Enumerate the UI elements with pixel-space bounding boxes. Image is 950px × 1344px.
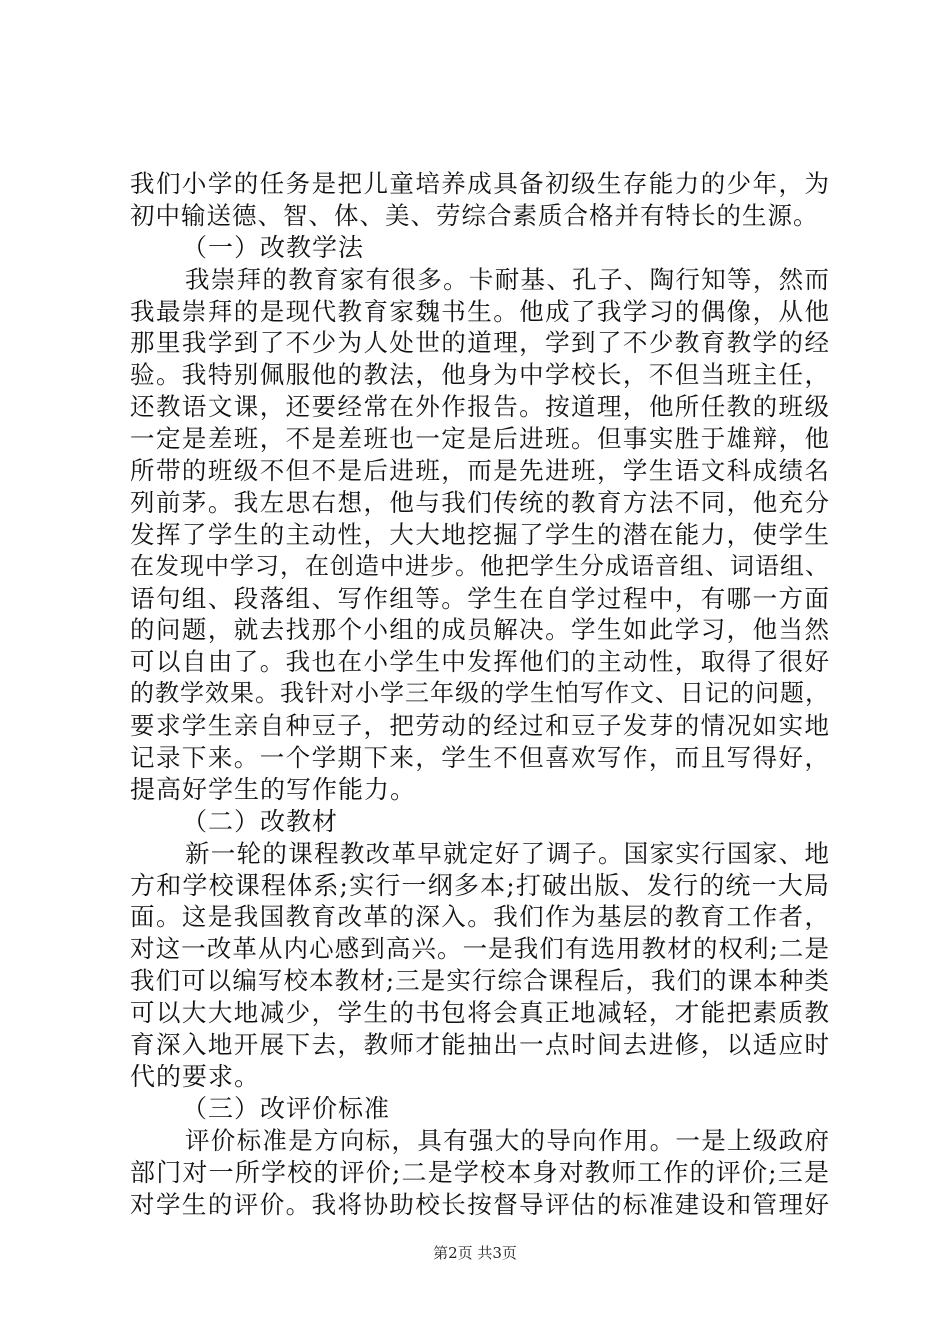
text-line: 要求学生亲自种豆子，把劳动的经过和豆子发芽的情况如实地 <box>130 711 830 741</box>
text-line: 可以大大地减少，学生的书包将会真正地减轻，才能把素质教 <box>130 998 830 1028</box>
text-line: 一定是差班，不是差班也一定是后进班。但事实胜于雄辩，他 <box>130 424 830 454</box>
text-line: 的问题，就去找那个小组的成员解决。学生如此学习，他当然 <box>130 615 830 645</box>
text-line: 评价标准是方向标，具有强大的导向作用。一是上级政府 <box>185 1125 830 1155</box>
text-line: 列前茅。我左思右想，他与我们传统的教育方法不同，他充分 <box>130 487 830 517</box>
section-heading: （二）改教材 <box>182 806 339 836</box>
text-line: 所带的班级不但不是后进班，而是先进班，学生语文科成绩名 <box>130 456 830 486</box>
text-line: 我崇拜的教育家有很多。卡耐基、孔子、陶行知等，然而 <box>185 264 830 294</box>
text-line: 部门对一所学校的评价;二是学校本身对教师工作的评价;三是 <box>130 1157 830 1187</box>
text-line: 初中输送德、智、体、美、劳综合素质合格并有特长的生源。 <box>130 200 819 230</box>
text-line: 对学生的评价。我将协助校长按督导评估的标准建设和管理好 <box>130 1189 830 1219</box>
text-line: 我们小学的任务是把儿童培养成具备初级生存能力的少年，为 <box>130 169 830 198</box>
text-line: 发挥了学生的主动性，大大地挖掘了学生的潜在能力，使学生 <box>130 519 830 549</box>
text-line: 可以自由了。我也在小学生中发挥他们的主动性，取得了很好 <box>130 647 830 677</box>
text-line: 面。这是我国教育改革的深入。我们作为基层的教育工作者， <box>130 902 830 932</box>
text-line: 在发现中学习，在创造中进步。他把学生分成语音组、词语组、 <box>130 551 830 580</box>
section-heading: （一）改教学法 <box>182 232 365 262</box>
text-line: 那里我学到了不少为人处世的道理，学到了不少教育教学的经 <box>130 328 830 358</box>
text-line: 我最崇拜的是现代教育家魏书生。他成了我学习的偶像，从他 <box>130 296 830 326</box>
text-line: 的教学效果。我针对小学三年级的学生怕写作文、日记的问题， <box>130 679 830 708</box>
text-line: 新一轮的课程教改革早就定好了调子。国家实行国家、地 <box>185 838 830 868</box>
text-line: 育深入地开展下去，教师才能抽出一点时间去进修，以适应时 <box>130 1030 830 1060</box>
text-line: 方和学校课程体系;实行一纲多本;打破出版、发行的统一大局 <box>130 870 830 900</box>
body-text <box>130 168 830 1220</box>
text-line: 还教语文课，还要经常在外作报告。按道理，他所任教的班级 <box>130 392 830 422</box>
page-number-footer: 第2页 共3页 <box>433 1244 517 1262</box>
text-line: 提高好学生的写作能力。 <box>130 774 417 804</box>
text-line: 对这一改革从内心感到高兴。一是我们有选用教材的权利;二是 <box>130 934 830 964</box>
text-line: 语句组、段落组、写作组等。学生在自学过程中，有哪一方面 <box>130 583 830 613</box>
text-line: 记录下来。一个学期下来，学生不但喜欢写作，而且写得好， <box>130 743 830 773</box>
text-line: 代的要求。 <box>130 1061 261 1091</box>
text-line: 验。我特别佩服他的教法，他身为中学校长，不但当班主任， <box>130 360 830 390</box>
text-line: 我们可以编写校本教材;三是实行综合课程后，我们的课本种类 <box>130 966 830 996</box>
section-heading: （三）改评价标准 <box>182 1093 391 1123</box>
